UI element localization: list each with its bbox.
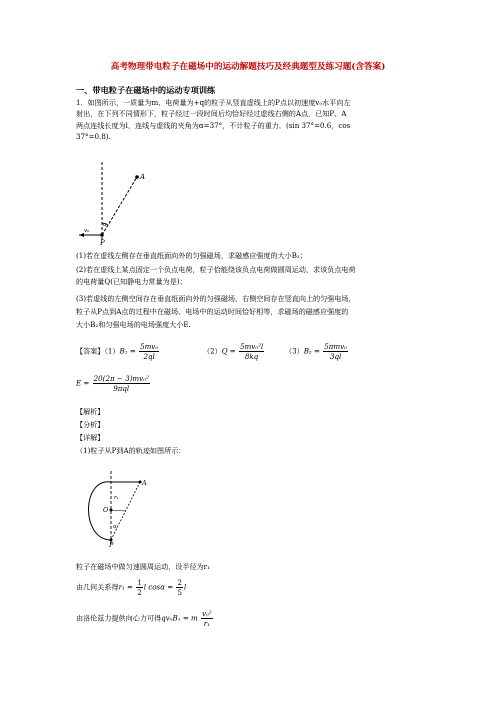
question-line: (1)若在虚线左侧存在垂直纸面向外的匀强磁场，求磁感应强度的大小B₁； xyxy=(76,251,307,260)
answer-label: 【答案】 xyxy=(76,346,105,356)
step-equation: 由洛伦兹力提供向心力可得qv₀B₁ = m $\frac{\text{v₀²}}{\text{r₁}}$ xyxy=(76,609,212,628)
point-A xyxy=(135,175,139,179)
answer-2-fraction: $\frac{\text{5mv₀²l}}{8kq}$ xyxy=(239,342,264,361)
section-heading: 一、带电粒子在磁场中的运动专项训练 xyxy=(76,85,216,95)
label-xiangjie: 【详解】 xyxy=(76,433,105,442)
problem-figure xyxy=(76,160,166,248)
trajectory-arc xyxy=(89,482,141,540)
step-equation: 由几何关系得r₁ = $\frac{1}{2}$ l cosα = $\frac{2}{5}$ l xyxy=(76,578,187,597)
label-v0: v₀ xyxy=(84,228,90,234)
answer-4-fraction: $\frac{\text{20(2π − 3)mv₀²}}{\text{9πql}}$ xyxy=(93,374,149,393)
question-line: 的电荷量Q(已知静电力常量为是)； xyxy=(76,277,187,286)
step-line: 粒子在磁场中做匀速圆周运动，设半径为r₁ xyxy=(76,562,210,571)
answer-row: （3）B₂ = $\frac{\text{5πmv₀}}{3ql}$ xyxy=(285,342,347,361)
problem-line: 37°=0.8). xyxy=(76,132,111,141)
line-PA xyxy=(102,177,137,235)
label-P: P xyxy=(100,239,105,247)
label-O: O xyxy=(103,506,109,514)
problem-line: 两点连线长度为l，连线与虚线的夹角为α=37°，不计粒子的重力．(sin 37°=0.6，cos xyxy=(76,121,351,130)
label-alpha: α xyxy=(113,524,117,530)
label-P: P xyxy=(109,541,114,548)
label-A: A xyxy=(140,173,146,181)
point-O xyxy=(110,509,113,512)
detail-line: （1)粒子从P到A的轨迹如图所示： xyxy=(76,446,186,455)
answer-3-fraction: $\frac{\text{5πmv₀}}{3ql}$ xyxy=(324,342,347,361)
question-line: (3)若虚线的左侧空间存在垂直纸面向外的匀强磁场，右侧空间存在竖直向上的匀强电场， xyxy=(76,294,356,303)
label-A: A xyxy=(142,479,147,487)
question-line: (2)若在虚线上某点固定一个负点电荷，粒子恰能绕该负点电荷做圆周运动，求该负点电荷 xyxy=(76,265,356,274)
answer-row: E = $\frac{\text{20(2π − 3)mv₀²}}{\text{9πql}}$ xyxy=(76,374,149,393)
label-alpha: α xyxy=(103,222,107,228)
answer-row: 【答案】（1）B₁ = $\frac{\text{5mv₀}}{2ql}$ xyxy=(76,342,159,361)
label-r1: r₁ xyxy=(114,495,119,501)
question-line: 大小B₂和匀强电场的电场强度大小E. xyxy=(76,320,191,329)
label-jiexi: 【解析】 xyxy=(76,407,105,416)
question-line: 粒子从P点到A点的过程中在磁场、电场中的运动时间恰好相等，求磁场的磁感应强度的 xyxy=(76,307,349,316)
trajectory-figure xyxy=(76,468,156,548)
fraction: $\frac{1}{2}$ xyxy=(137,578,142,597)
page-title: 高考物理带电粒子在磁场中的运动解题技巧及经典题型及练习题(含答案) xyxy=(110,62,386,72)
problem-line: 射出，在下列不同情形下，粒子经过一段时间后均恰好经过虚线右侧的A点．已知P、A xyxy=(76,109,347,118)
fraction: $\frac{2}{5}$ xyxy=(177,578,182,597)
answer-row: （2）Q = $\frac{\text{5mv₀²l}}{8kq}$ xyxy=(203,342,264,361)
fraction: $\frac{\text{v₀²}}{\text{r₁}}$ xyxy=(202,609,212,628)
label-fenxi: 【分析】 xyxy=(76,420,105,429)
problem-line: 1．如图所示，一质量为m、电荷量为+q的粒子从竖直虚线上的P点以初速度v₀水平向左 xyxy=(76,98,351,107)
answer-1-fraction: $\frac{\text{5mv₀}}{2ql}$ xyxy=(140,342,159,361)
line-PA xyxy=(111,482,140,540)
radius-line xyxy=(111,510,125,511)
